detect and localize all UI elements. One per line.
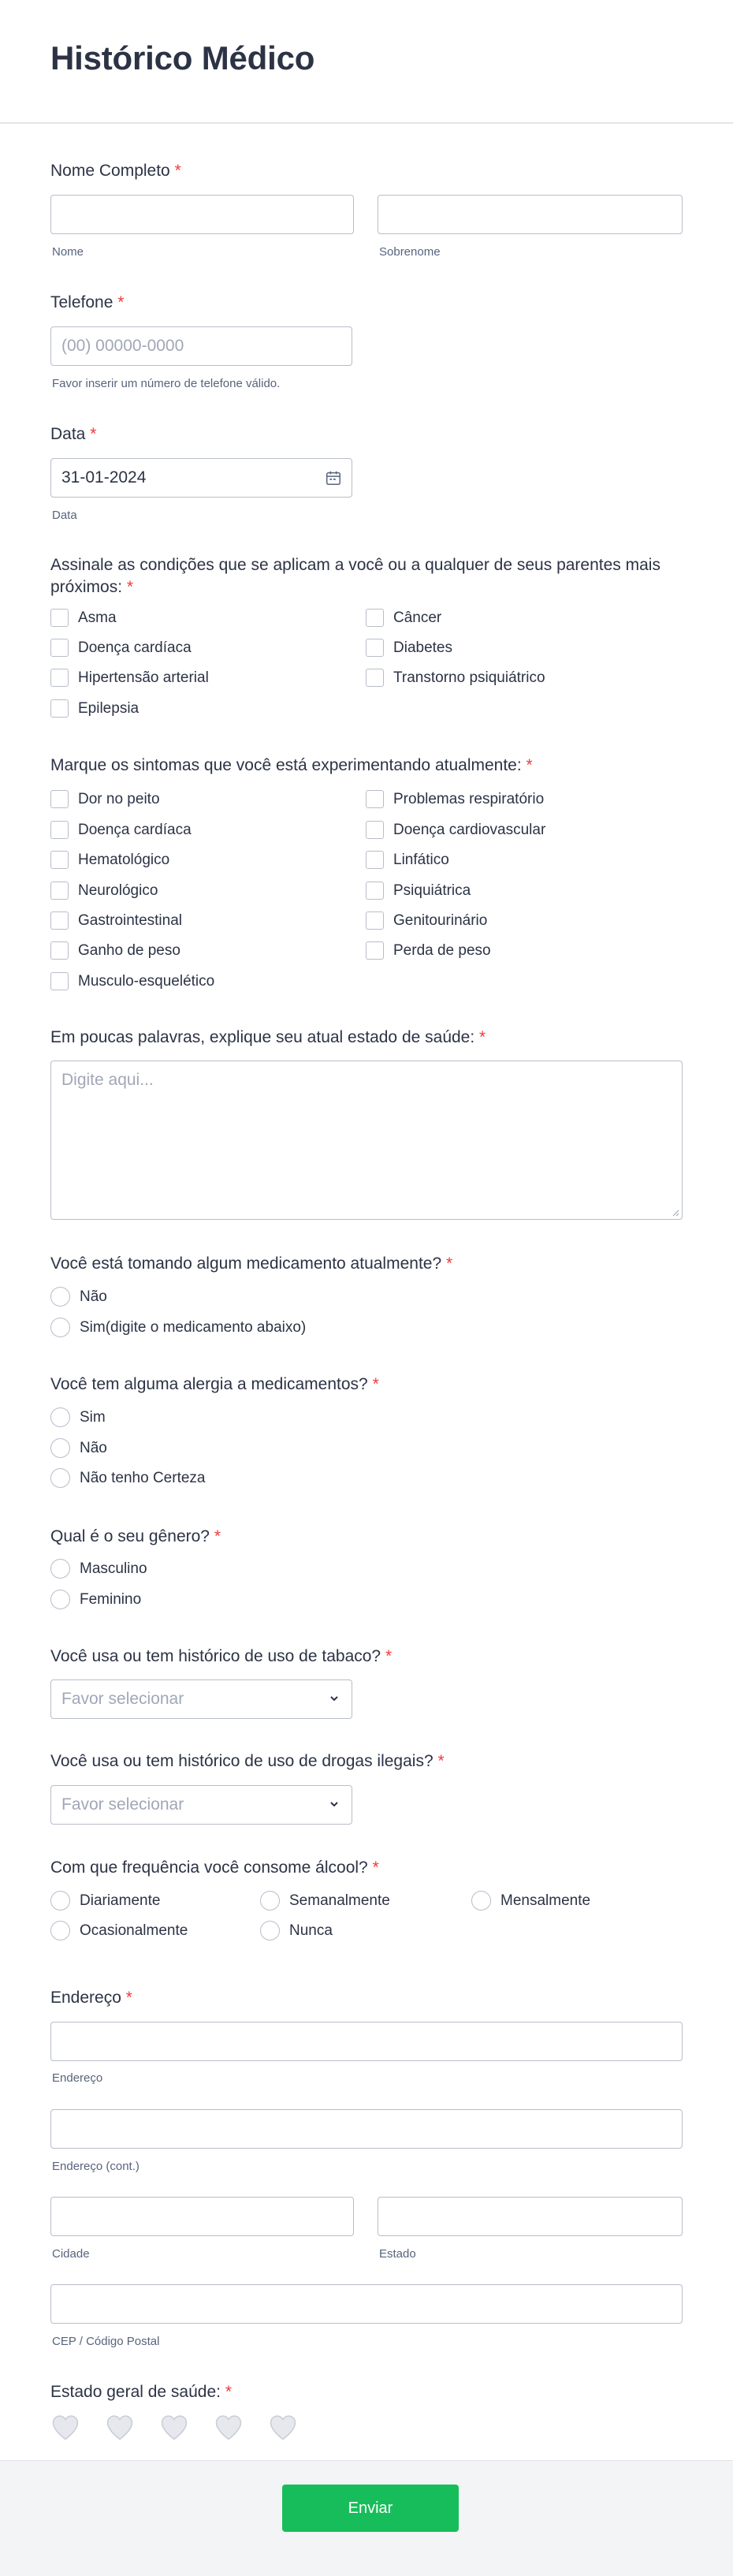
select-placeholder: Favor selecionar — [61, 1795, 184, 1814]
allergy-label: Você tem alguma alergia a medicamentos? — [50, 1375, 368, 1393]
option-label: Gastrointestinal — [78, 911, 183, 929]
checkbox-option[interactable] — [50, 882, 158, 900]
radio-button[interactable] — [471, 1891, 491, 1911]
option-label: Doença cardiovascular — [393, 821, 546, 838]
full-name-label: Nome Completo — [50, 162, 170, 180]
checkbox-option[interactable] — [366, 911, 487, 930]
city-sublabel: Cidade — [52, 2247, 90, 2261]
heart-icon[interactable] — [159, 2414, 189, 2440]
option-label: Mensalmente — [500, 1892, 591, 1909]
state-input[interactable] — [378, 2197, 683, 2236]
tobacco-field — [50, 1646, 683, 1668]
drugs-select[interactable] — [50, 1785, 352, 1825]
calendar-icon[interactable] — [325, 469, 342, 486]
option-label: Câncer — [393, 609, 442, 626]
allergy-field — [50, 1374, 683, 1396]
health-text-field — [50, 1027, 683, 1049]
required-marker: * — [372, 1858, 379, 1877]
checkbox[interactable] — [50, 790, 69, 808]
required-marker: * — [90, 425, 97, 443]
required-marker: * — [174, 162, 181, 180]
checkbox-option[interactable] — [366, 790, 544, 808]
radio-option[interactable] — [50, 1318, 306, 1337]
option-label: Ganho de peso — [78, 941, 180, 959]
option-label: Feminino — [80, 1590, 142, 1608]
phone-placeholder: (00) 00000-0000 — [61, 337, 184, 355]
option-label: Semanalmente — [289, 1892, 390, 1909]
radio-option[interactable] — [50, 1438, 107, 1458]
radio-option[interactable] — [50, 1468, 206, 1488]
heart-icon[interactable] — [214, 2414, 244, 2440]
radio-option[interactable] — [50, 1590, 141, 1609]
radio-button[interactable] — [50, 1590, 70, 1609]
checkbox[interactable] — [50, 699, 69, 718]
checkbox[interactable] — [366, 882, 384, 900]
phone-label: Telefone — [50, 293, 113, 311]
checkbox[interactable] — [366, 911, 384, 930]
option-label: Doença cardíaca — [78, 639, 192, 656]
required-marker: * — [214, 1527, 221, 1545]
checkbox-option[interactable] — [50, 639, 192, 657]
checkbox[interactable] — [366, 821, 384, 839]
checkbox[interactable] — [50, 639, 69, 657]
symptoms-field — [50, 755, 683, 777]
radio-button[interactable] — [50, 1559, 70, 1579]
phone-input[interactable] — [50, 326, 352, 366]
checkbox-option[interactable] — [366, 669, 545, 687]
city-input[interactable] — [50, 2197, 354, 2236]
textarea-placeholder: Digite aqui... — [61, 1071, 154, 1089]
radio-option[interactable] — [50, 1921, 188, 1940]
required-marker: * — [117, 293, 125, 311]
option-label: Problemas respiratório — [393, 790, 545, 807]
address-label: Endereço — [50, 1989, 121, 2007]
health-text-label: Em poucas palavras, explique seu atual estado de saúde: — [50, 1028, 475, 1046]
address-line1-sublabel: Endereço — [52, 2071, 103, 2085]
checkbox[interactable] — [366, 609, 384, 627]
radio-button[interactable] — [50, 1921, 70, 1940]
option-label: Sim — [80, 1408, 106, 1426]
option-label: Diabetes — [393, 639, 452, 656]
option-label: Masculino — [80, 1560, 147, 1577]
required-marker: * — [445, 1254, 453, 1273]
heart-icon[interactable] — [105, 2414, 135, 2440]
required-marker: * — [385, 1647, 393, 1665]
option-label: Musculo-esquelético — [78, 972, 215, 990]
radio-button[interactable] — [260, 1921, 280, 1940]
checkbox-option[interactable] — [50, 851, 169, 869]
option-label: Ocasionalmente — [80, 1922, 188, 1939]
date-input[interactable] — [50, 458, 352, 498]
radio-option[interactable] — [471, 1891, 590, 1911]
heart-icon[interactable] — [50, 2414, 80, 2440]
checkbox[interactable] — [50, 609, 69, 627]
checkbox[interactable] — [50, 941, 69, 960]
medication-field — [50, 1253, 683, 1275]
alcohol-label: Com que frequência você consome álcool? — [50, 1858, 368, 1877]
option-label: Neurológico — [78, 882, 158, 899]
checkbox[interactable] — [366, 851, 384, 869]
radio-button[interactable] — [50, 1407, 70, 1427]
radio-option[interactable] — [50, 1559, 147, 1579]
checkbox-option[interactable] — [366, 821, 545, 839]
option-label: Doença cardíaca — [78, 821, 192, 838]
tobacco-label: Você usa ou tem histórico de uso de tabaco? — [50, 1647, 381, 1665]
required-marker: * — [225, 2383, 233, 2401]
required-marker: * — [125, 1989, 132, 2007]
radio-option[interactable] — [260, 1891, 390, 1911]
last-name-sublabel: Sobrenome — [379, 245, 441, 259]
option-label: Não tenho Certeza — [80, 1469, 206, 1486]
phone-field — [50, 292, 683, 314]
required-marker: * — [437, 1752, 445, 1770]
checkbox-option[interactable] — [50, 821, 192, 839]
required-marker: * — [126, 578, 134, 596]
chevron-down-icon — [326, 1796, 342, 1812]
checkbox[interactable] — [50, 821, 69, 839]
resize-handle-icon[interactable] — [672, 1209, 679, 1217]
checkbox-option[interactable] — [366, 639, 452, 657]
checkbox[interactable] — [50, 911, 69, 930]
checkbox-option[interactable] — [50, 609, 117, 627]
full-name-field — [50, 160, 683, 182]
option-label: Psiquiátrica — [393, 882, 471, 899]
address-line2-sublabel: Endereço (cont.) — [52, 2160, 140, 2173]
health-textarea[interactable] — [50, 1061, 683, 1220]
date-label: Data — [50, 425, 86, 443]
conditions-label-cont: próximos: — [50, 578, 123, 596]
chevron-down-icon — [326, 1691, 342, 1706]
radio-option[interactable] — [260, 1921, 333, 1940]
required-marker: * — [372, 1375, 379, 1393]
radio-button[interactable] — [50, 1468, 70, 1488]
checkbox[interactable] — [50, 669, 69, 687]
date-sublabel: Data — [52, 509, 77, 522]
form-title: Histórico Médico — [50, 39, 315, 76]
radio-button[interactable] — [50, 1287, 70, 1307]
option-label: Perda de peso — [393, 941, 491, 959]
first-name-sublabel: Nome — [52, 245, 84, 259]
conditions-label: Assinale as condições que se aplicam a você ou a qualquer de seus parentes mais — [50, 556, 660, 574]
drugs-label: Você usa ou tem histórico de uso de drogas ilegais? — [50, 1752, 433, 1770]
checkbox-option[interactable] — [366, 882, 471, 900]
option-label: Linfático — [393, 851, 449, 868]
checkbox[interactable] — [50, 882, 69, 900]
state-sublabel: Estado — [379, 2247, 416, 2261]
checkbox[interactable] — [50, 851, 69, 869]
date-value: 31-01-2024 — [61, 468, 147, 486]
checkbox[interactable] — [366, 639, 384, 657]
date-field — [50, 423, 683, 445]
gender-label: Qual é o seu gênero? — [50, 1527, 210, 1545]
option-label: Nunca — [289, 1922, 333, 1939]
address-line2-input[interactable] — [50, 2109, 683, 2149]
radio-button[interactable] — [50, 1891, 70, 1911]
checkbox-option[interactable] — [366, 851, 449, 869]
checkbox-option[interactable] — [50, 790, 160, 808]
radio-option[interactable] — [50, 1287, 107, 1307]
checkbox-option[interactable] — [366, 609, 441, 627]
tobacco-select[interactable] — [50, 1679, 352, 1719]
zip-sublabel: CEP / Código Postal — [52, 2335, 160, 2348]
conditions-field — [50, 554, 683, 598]
form-header — [0, 0, 733, 124]
checkbox-option[interactable] — [50, 972, 214, 990]
radio-option[interactable] — [50, 1407, 106, 1427]
option-label: Transtorno psiquiátrico — [393, 669, 545, 686]
checkbox[interactable] — [366, 669, 384, 687]
option-label: Hipertensão arterial — [78, 669, 209, 686]
option-label: Hematológico — [78, 851, 170, 868]
option-label: Diariamente — [80, 1892, 161, 1909]
checkbox[interactable] — [50, 972, 69, 990]
address-line1-input[interactable] — [50, 2022, 683, 2061]
gender-field — [50, 1526, 683, 1548]
option-label: Asma — [78, 609, 117, 626]
option-label: Não — [80, 1288, 107, 1305]
rating-field — [50, 2381, 683, 2403]
submit-button[interactable]: Enviar — [282, 2485, 459, 2532]
select-placeholder: Favor selecionar — [61, 1690, 184, 1708]
last-name-input[interactable] — [378, 195, 683, 234]
option-label: Epilepsia — [78, 699, 140, 717]
checkbox[interactable] — [366, 790, 384, 808]
zip-input[interactable] — [50, 2284, 683, 2324]
option-label: Sim(digite o medicamento abaixo) — [80, 1318, 307, 1336]
option-label: Genitourinário — [393, 911, 488, 929]
radio-option[interactable] — [50, 1891, 160, 1911]
radio-button[interactable] — [50, 1438, 70, 1458]
rating-label: Estado geral de saúde: — [50, 2383, 221, 2401]
option-label: Dor no peito — [78, 790, 160, 807]
heart-icon[interactable] — [268, 2414, 298, 2440]
radio-button[interactable] — [50, 1318, 70, 1337]
checkbox-option[interactable] — [50, 941, 180, 960]
first-name-input[interactable] — [50, 195, 354, 234]
checkbox-option[interactable] — [50, 669, 209, 687]
drugs-field — [50, 1750, 683, 1773]
checkbox-option[interactable] — [50, 911, 182, 930]
alcohol-field — [50, 1857, 683, 1879]
required-marker: * — [479, 1028, 486, 1046]
option-label: Não — [80, 1439, 107, 1456]
radio-button[interactable] — [260, 1891, 280, 1911]
checkbox-option[interactable] — [366, 941, 491, 960]
checkbox[interactable] — [366, 941, 384, 960]
required-marker: * — [526, 756, 533, 774]
checkbox-option[interactable] — [50, 699, 139, 718]
symptoms-label: Marque os sintomas que você está experimentando atualmente: — [50, 756, 522, 774]
address-field — [50, 1987, 683, 2009]
phone-sublabel: Favor inserir um número de telefone válido. — [52, 377, 281, 390]
medication-label: Você está tomando algum medicamento atualmente? — [50, 1254, 442, 1273]
